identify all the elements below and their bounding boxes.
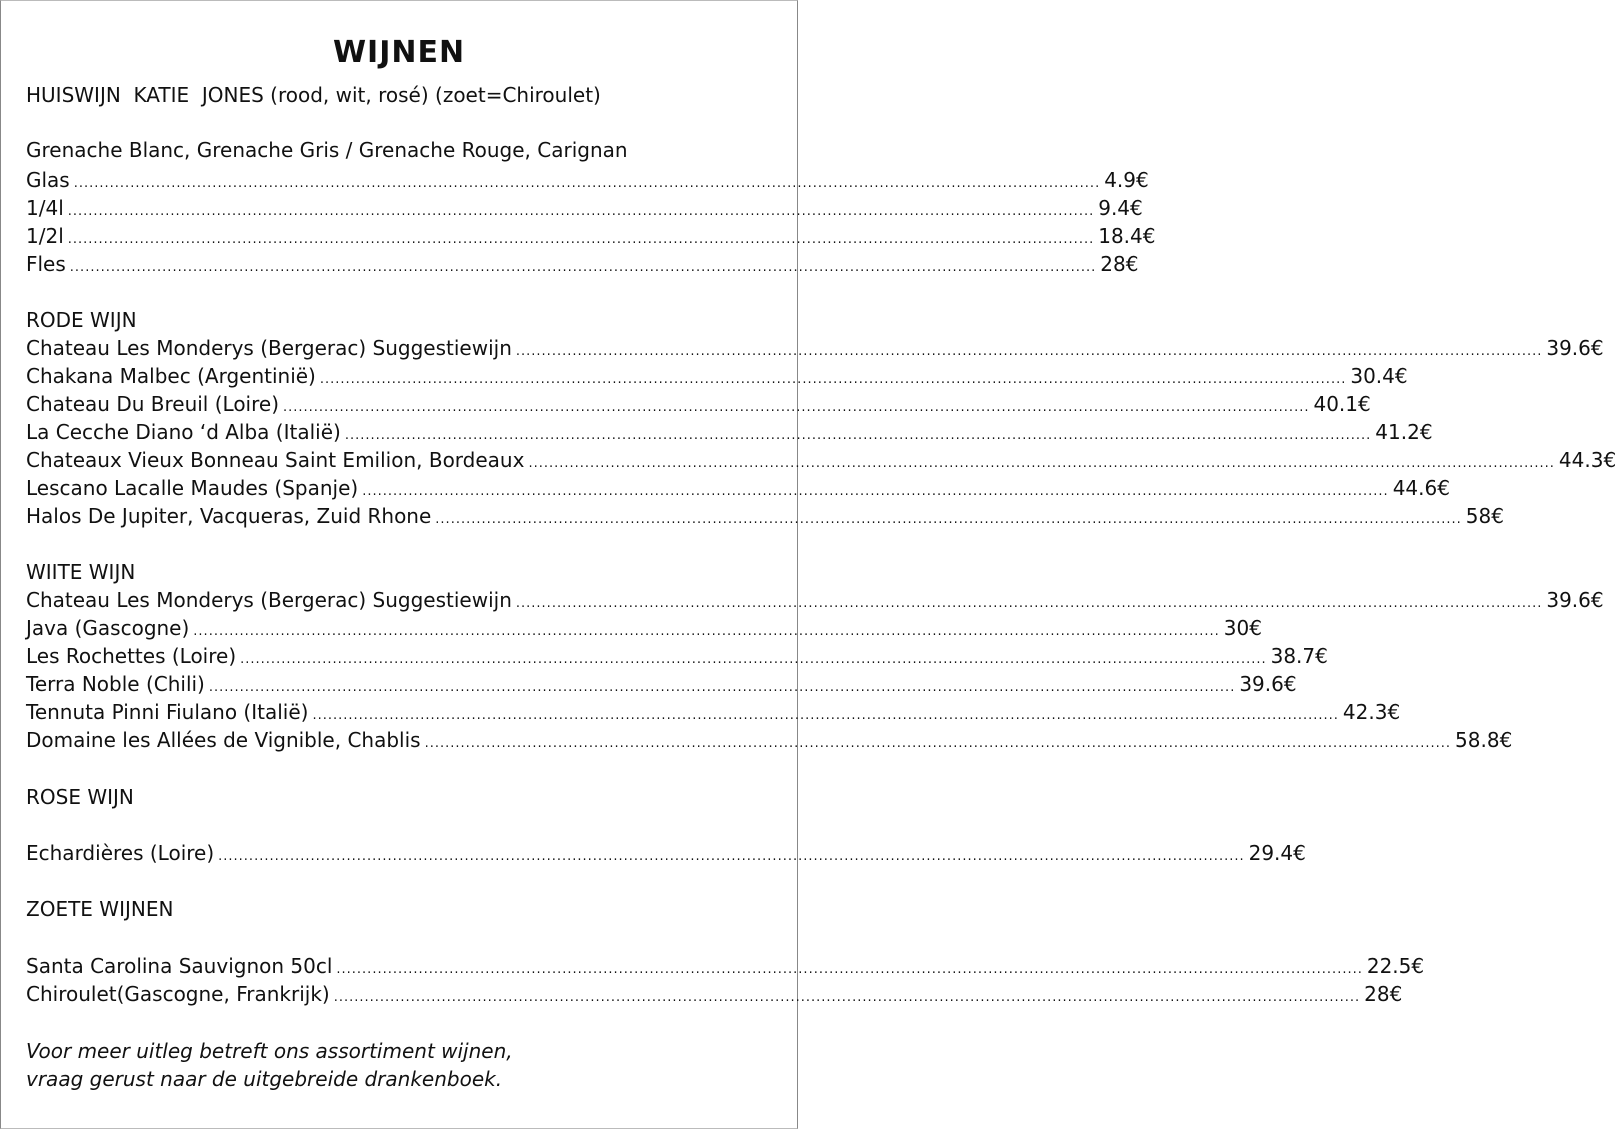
item-price: 40.1€ [1313,392,1371,416]
dot-leader: ........................................................................................................................................................................................................ [193,624,1220,639]
dot-leader: ........................................................................................................................................................................................................ [515,596,1543,611]
item-name: Les Rochettes (Loire) [26,644,237,668]
footer-note [26,1037,513,1093]
item-name: 1/4l [26,196,64,220]
item-price: 39.6€ [1239,672,1297,696]
price-row [26,699,1401,725]
item-name: Santa Carolina Sauvignon 50cl [26,954,333,978]
section-heading-red: RODE WIJN [26,308,137,332]
dot-leader: ........................................................................................................................................................................................................ [69,260,1097,275]
item-price: 39.6€ [1546,336,1604,360]
item-name: Fles [26,252,66,276]
footer-line: vraag gerust naar de uitgebreide drankenboek. [26,1067,503,1091]
price-row [26,727,1513,753]
section-heading-white: WIITE WIJN [26,560,136,584]
dot-leader: ........................................................................................................................................................................................................ [515,344,1543,359]
item-price: 44.3€ [1558,448,1616,472]
item-price: 9.4€ [1098,196,1143,220]
section-heading-sweet: ZOETE WIJNEN [26,897,174,921]
price-row [26,587,1604,613]
item-name: Echardières (Loire) [26,841,215,865]
item-name: Chateau Les Monderys (Bergerac) Suggestiewijn [26,336,512,360]
price-row [26,167,1149,193]
price-row [26,953,1425,979]
price-row [26,840,1306,866]
dot-leader: ........................................................................................................................................................................................................ [424,736,1452,751]
item-price: 42.3€ [1342,700,1401,724]
item-name: Lescano Lacalle Maudes (Spanje) [26,476,359,500]
item-name: Domaine les Allées de Vignible, Chablis [26,728,421,752]
item-name: Chateaux Vieux Bonneau Saint Emilion, Bordeaux [26,448,525,472]
dot-leader: ........................................................................................................................................................................................................ [283,400,1310,415]
item-price: 28€ [1364,982,1403,1006]
item-name: La Cecche Diano ‘d Alba (Italië) [26,420,341,444]
item-name: Tennuta Pinni Fiulano (Italië) [26,700,309,724]
dot-leader: ........................................................................................................................................................................................................ [208,680,1236,695]
item-name: Terra Noble (Chili) [26,672,205,696]
price-row [26,335,1604,361]
item-name: Java (Gascogne) [26,616,190,640]
item-price: 58€ [1465,504,1504,528]
item-name: Halos De Jupiter, Vacqueras, Zuid Rhone [26,504,432,528]
item-price: 30.4€ [1350,364,1408,388]
dot-leader: ........................................................................................................................................................................................................ [528,456,1555,471]
item-name: Chateau Du Breuil (Loire) [26,392,279,416]
house-wine-subtitle: HUISWIJN KATIE JONES (rood, wit, rosé) (zoet=Chiroulet) [26,83,601,107]
price-row [26,223,1156,249]
price-row [26,615,1262,641]
dot-leader: ........................................................................................................................................................................................................ [362,484,1389,499]
item-price: 22.5€ [1366,954,1425,978]
item-price: 4.9€ [1104,168,1149,192]
item-name: 1/2l [26,224,64,248]
item-price: 29.4€ [1248,841,1306,865]
price-row [26,391,1371,417]
dot-leader: ........................................................................................................................................................................................................ [67,232,1095,247]
dot-leader: ........................................................................................................................................................................................................ [67,204,1095,219]
dot-leader: ........................................................................................................................................................................................................ [240,652,1267,667]
price-row [26,363,1408,389]
dot-leader: ........................................................................................................................................................................................................ [73,176,1101,191]
dot-leader: ........................................................................................................................................................................................................ [336,962,1363,977]
footer-line: Voor meer uitleg betreft ons assortiment wijnen, [26,1039,513,1063]
price-row [26,475,1450,501]
price-row [26,251,1139,277]
item-price: 44.6€ [1392,476,1450,500]
item-name: Chiroulet(Gascogne, Frankrijk) [26,982,330,1006]
item-price: 58.8€ [1455,728,1513,752]
dot-leader: ........................................................................................................................................................................................................ [333,990,1361,1005]
item-price: 18.4€ [1098,224,1156,248]
item-name: Glas [26,168,70,192]
page-title: WIJNEN [332,35,466,70]
dot-leader: ........................................................................................................................................................................................................ [435,512,1462,527]
price-row [26,447,1616,473]
item-price: 28€ [1100,252,1139,276]
item-price: 30€ [1223,616,1262,640]
dot-leader: ........................................................................................................................................................................................................ [218,849,1245,864]
house-wine-grapes: Grenache Blanc, Grenache Gris / Grenache Rouge, Carignan [26,138,628,162]
price-row [26,671,1297,697]
price-row [26,643,1328,669]
price-row [26,503,1504,529]
price-row [26,419,1433,445]
price-row [26,195,1143,221]
item-price: 39.6€ [1546,588,1604,612]
item-price: 38.7€ [1270,644,1328,668]
dot-leader: ........................................................................................................................................................................................................ [319,372,1347,387]
dot-leader: ........................................................................................................................................................................................................ [344,428,1372,443]
item-price: 41.2€ [1375,420,1433,444]
section-heading-rose: ROSE WIJN [26,785,134,809]
item-name: Chakana Malbec (Argentinië) [26,364,316,388]
item-name: Chateau Les Monderys (Bergerac) Suggestiewijn [26,588,512,612]
dot-leader: ........................................................................................................................................................................................................ [312,708,1339,723]
price-row [26,981,1403,1007]
